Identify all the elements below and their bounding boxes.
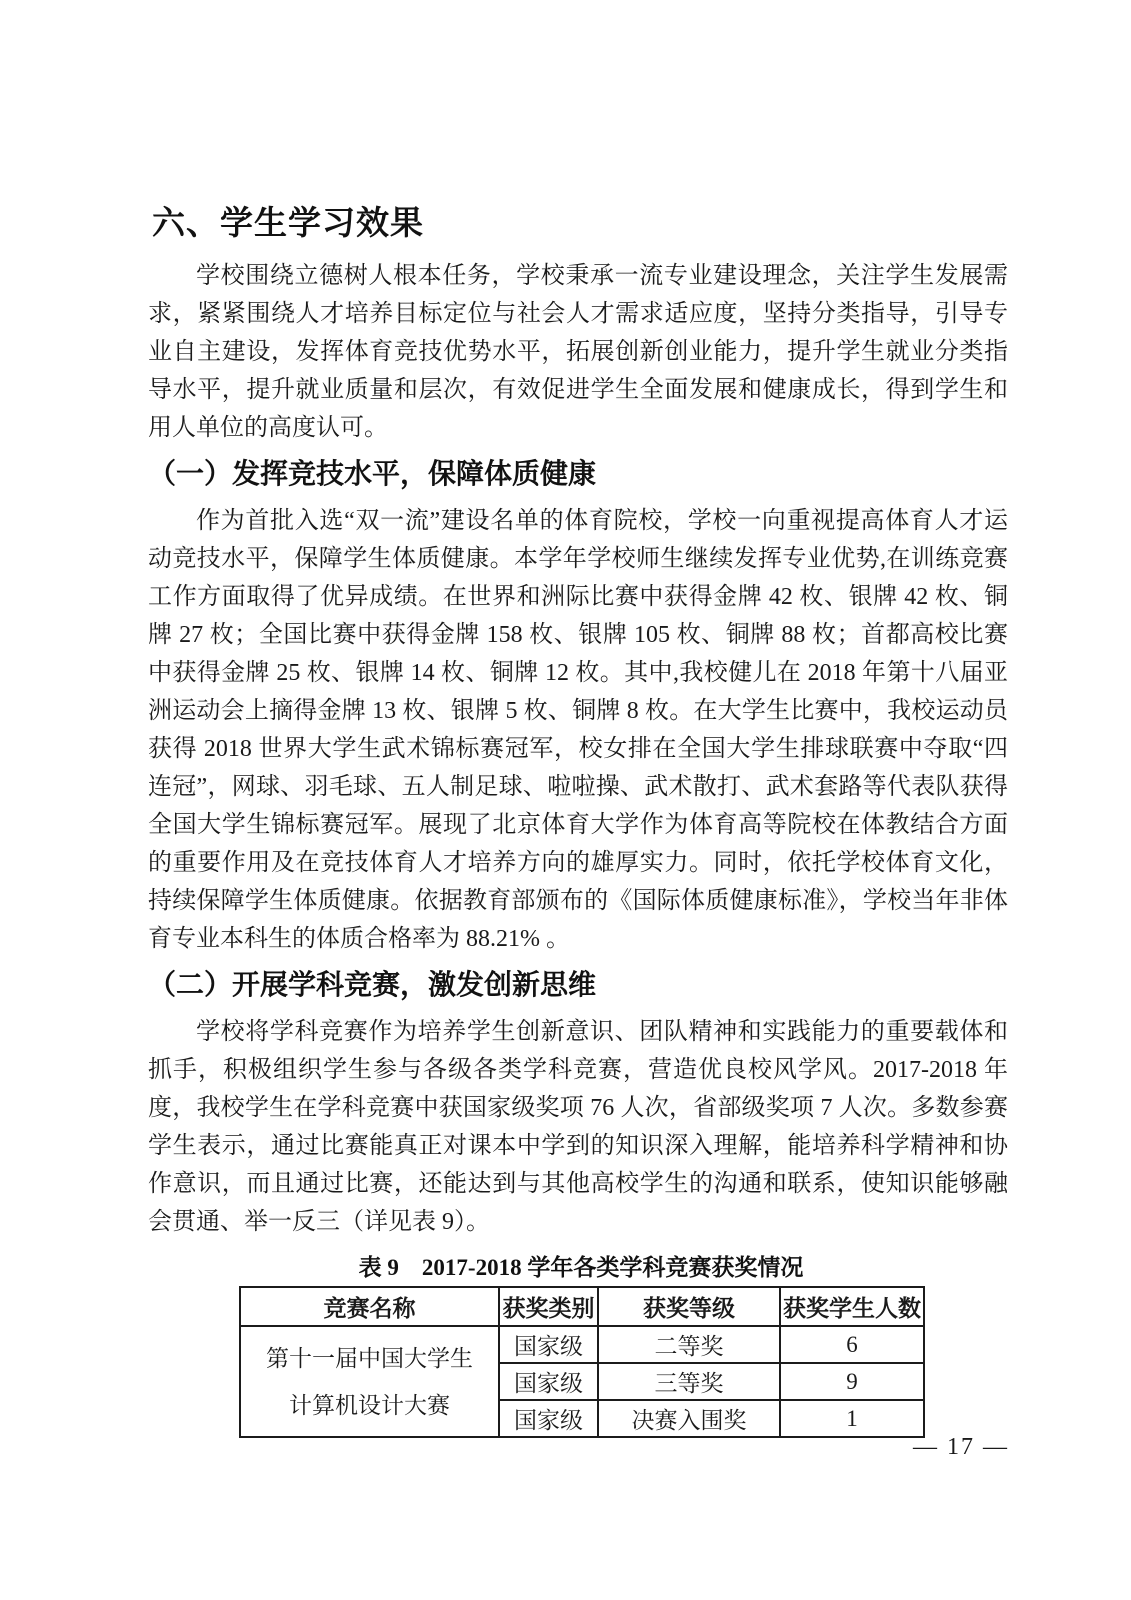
competition-name-cell — [240, 1326, 499, 1437]
intro-paragraph: 学校围绕立德树人根本任务，学校秉承一流专业建设理念，关注学生发展需求，紧紧围绕人才培养目标定位与社会人才需求适应度，坚持分类指导，引导专业自主建设，发挥体育竞技优势水平，拓展创新创业能力，提升学生就业分类指导水平，提升就业质量和层次，有效促进学生全面发展和健康成长，得到学生和用人单位的高度认可。 — [148, 263, 1008, 441]
subsection1-paragraph: 作为首批入选“双一流”建设名单的体育院校，学校一向重视提高体育人才运动竞技水平，保障学生体质健康。本学年学校师生继续发挥专业优势,在训练竞赛工作方面取得了优异成绩。在世界和洲际比赛中获得金牌 42 枚、银牌 42 枚、铜牌 27 枚；全国比赛中获得金牌 158 枚、银牌 105 枚、铜牌 88 枚；首都高校比赛中获得金牌 25 枚、银牌 14 枚、铜牌 12 枚。其中,我校健儿在 2018 年第十八届亚洲运动会上摘得金牌 13 枚、银牌 5 枚、铜牌 8 枚。在大学生比赛中，我校运动员获得 2018 世界大学生武术锦标赛冠军，校女排在全国大学生排球联赛中夺取“四连冠”，网球、羽毛球、五人制足球、啦啦操、武术散打、武术套路等代表队获得全国大学生锦标赛冠军。展现了北京体育大学作为体育高等院校在体教结合方面的重要作用及在竞技体育人才培养方向的雄厚实力。同时，依托学校体育文化，持续保障学生体质健康。依据教育部颁布的《国际体质健康标准》，学校当年非体育专业本科生的体质合格率为 88.21% 。 — [148, 508, 1008, 952]
subsection1-heading: （一）发挥竞技水平，保障体质健康 — [148, 458, 597, 489]
award-category-cell: 国家级 — [499, 1400, 598, 1437]
subsection2-heading: （二）开展学科竞赛，激发创新思维 — [148, 969, 597, 1000]
table9-header-row — [240, 1287, 924, 1326]
award-category-cell: 国家级 — [499, 1363, 598, 1400]
table9-caption: 表 9 2017-2018 学年各类学科竞赛获奖情况 — [358, 1255, 804, 1280]
column-header-competition-name: 竞赛名称 — [240, 1287, 499, 1326]
student-count-cell: 1 — [780, 1400, 924, 1437]
column-header-student-count: 获奖学生人数 — [780, 1287, 924, 1326]
student-count-cell: 6 — [780, 1326, 924, 1363]
competition-name-line2: 计算机设计大赛 — [289, 1392, 450, 1418]
subsection2-paragraph: 学校将学科竞赛作为培养学生创新意识、团队精神和实践能力的重要载体和抓手，积极组织学生参与各级各类学科竞赛，营造优良校风学风。2017-2018 年度，我校学生在学科竞赛中获国家级奖项 76 人次，省部级奖项 7 人次。多数参赛学生表示，通过比赛能真正对课本中学到的知识深入理解，能培养科学精神和协作意识，而且通过比赛，还能达到与其他高校学生的沟通和联系，使知识能够融会贯通、举一反三（详见表 9）。 — [148, 1019, 1008, 1235]
award-grade-cell: 二等奖 — [598, 1326, 780, 1363]
student-count-cell: 9 — [780, 1363, 924, 1400]
award-grade-cell: 决赛入围奖 — [598, 1400, 780, 1437]
section-heading: 六、学生学习效果 — [152, 204, 424, 241]
award-grade-cell: 三等奖 — [598, 1363, 780, 1400]
column-header-award-category: 获奖类别 — [499, 1287, 598, 1326]
page-content — [148, 0, 1008, 1438]
page-number: — 17 — — [913, 1434, 1009, 1460]
award-category-cell: 国家级 — [499, 1326, 598, 1363]
table-row — [240, 1326, 924, 1363]
column-header-award-grade: 获奖等级 — [598, 1287, 780, 1326]
table9 — [239, 1286, 925, 1438]
competition-name-line1: 第十一届中国大学生 — [266, 1345, 473, 1371]
